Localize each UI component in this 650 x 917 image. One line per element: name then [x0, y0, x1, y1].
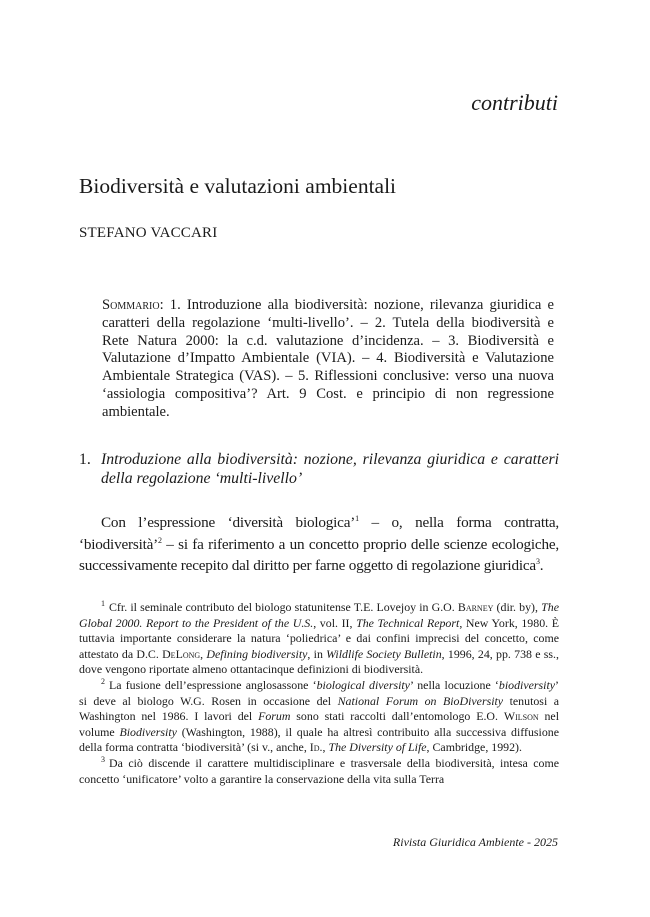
- footnote-author: Wilson: [503, 709, 539, 724]
- body-text-segment: – o, nella forma contratta, ‘biodiversità’: [79, 514, 559, 553]
- footnote-mark: 2: [101, 677, 105, 686]
- footnote-author: DeLong: [162, 646, 201, 661]
- footnote-text: ,: [200, 646, 207, 661]
- footnote-term: Forum: [258, 709, 291, 724]
- footnote-term: biological diversity: [316, 677, 410, 692]
- summary-text: 1. Introduzione alla biodiversità: nozione, rilevanza giuridica e caratteri della regolazione ‘multi-livello’. – 2. Tutela della biodiversità e Rete Natura 2000: la c.d. valutazione d’incidenza. – 3. Biodiversità e Valutazione d’Impatto Ambientale (VIA). – 4. Biodiversità e Valutazione Ambientale Strategica (VAS). – 5. Riflessioni conclusive: verso una nuova ‘assiologia compositiva’? Art. 9 Cost. e principio di non regressione ambientale.: [102, 297, 554, 420]
- footnote-text: ’ si deve al biologo W.G. Rosen in occasione del: [79, 677, 560, 708]
- footnote-text: sono stati raccolti dall’entomologo E.O.: [290, 709, 504, 724]
- section-title: Introduzione alla biodiversità: nozione, rilevanza giuridica e caratteri della regolazione ‘multi-livello’: [101, 451, 559, 487]
- body-text-segment: Con l’espressione ‘diversità biologica’: [101, 514, 356, 531]
- footnote-mark: 3: [101, 754, 105, 764]
- footnote-mark: 1: [101, 599, 105, 609]
- footnote-work-title: Biodiversity: [119, 724, 177, 739]
- footnote-work-title: The Global 2000. Report to the President of the U.S.: [79, 600, 559, 630]
- footnote-text: ,: [322, 740, 329, 755]
- footnote-author: Barney: [457, 600, 494, 614]
- footnote-text: , vol. II,: [313, 615, 357, 630]
- footnote-text: , 1996, 24, pp. 738 e ss., dove vengono riportate almeno ottantacinque definizioni di biodiversità.: [79, 646, 559, 677]
- footnote-ref-2[interactable]: 2: [158, 535, 162, 545]
- footnote-work-title: The Technical Report: [356, 615, 460, 630]
- section-heading: [79, 450, 559, 488]
- footnote-1: [79, 600, 559, 678]
- footnote-text: Cfr. il seminale contributo del biologo statunitense T.E. Lovejoy in G.O.: [109, 600, 458, 614]
- footnote-text: (dir. by),: [493, 600, 542, 614]
- footnote-ref-1[interactable]: 1: [355, 513, 359, 523]
- footnote-text: La fusione dell’espressione anglosassone ‘: [109, 677, 317, 692]
- section-number: 1.: [79, 451, 91, 468]
- footnote-ref-3[interactable]: 3: [535, 556, 540, 566]
- article-title: Biodiversità e valutazioni ambientali: [79, 174, 397, 198]
- footnotes: [79, 600, 559, 787]
- body-paragraph: [79, 512, 559, 577]
- article-author: STEFANO VACCARI: [79, 225, 218, 241]
- footnote-work-title: The Diversity of Life: [328, 740, 427, 755]
- footnote-work-title: Wildlife Society Bulletin: [326, 646, 442, 661]
- footnote-author: Id.: [309, 740, 323, 755]
- footnote-text: ’ nella locuzione ‘: [409, 677, 499, 692]
- footnote-term: biodiversity: [498, 677, 556, 692]
- footnote-text: , New York, 1980. È tuttavia importante considerare la natura ‘poliedrica’ e dai confini imprecisi del concetto, come attestato da D.C.: [79, 615, 559, 661]
- footnote-3: [79, 756, 559, 787]
- footnote-text: , in: [307, 646, 327, 661]
- section-label: contributi: [471, 90, 558, 115]
- body-text-segment: .: [539, 557, 544, 574]
- footnote-text: , Cambridge, 1992).: [426, 740, 522, 755]
- footnote-2: [79, 678, 559, 756]
- summary-label: Sommario:: [102, 297, 164, 313]
- body-text-segment: – si fa riferimento a un concetto proprio delle scienze ecologiche, successivamente recepito dal diritto per farne oggetto di regolazione giuridica: [79, 535, 559, 574]
- footnote-work-title: Defining biodiversity: [206, 646, 308, 661]
- footnote-text: (Washington, 1988), il quale ha altresì contribuito alla successiva diffusione della forma contratta ‘biodiversità’ (si v., anche,: [79, 724, 560, 755]
- footnote-text: nel volume: [79, 709, 559, 739]
- footnote-text: tenutosi a Washington nel 1986. I lavori del: [79, 693, 560, 724]
- summary-block: [102, 297, 554, 422]
- footnote-text: Da ciò discende il carattere multidisciplinare e trasversale della biodiversità, intesa come concetto ‘unificatore’ volto a garantire la conservazione della vita sulla Terra: [79, 755, 559, 786]
- footnote-work-title: National Forum on BioDiversity: [337, 693, 504, 708]
- journal-footer: Rivista Giuridica Ambiente - 2025: [392, 835, 558, 849]
